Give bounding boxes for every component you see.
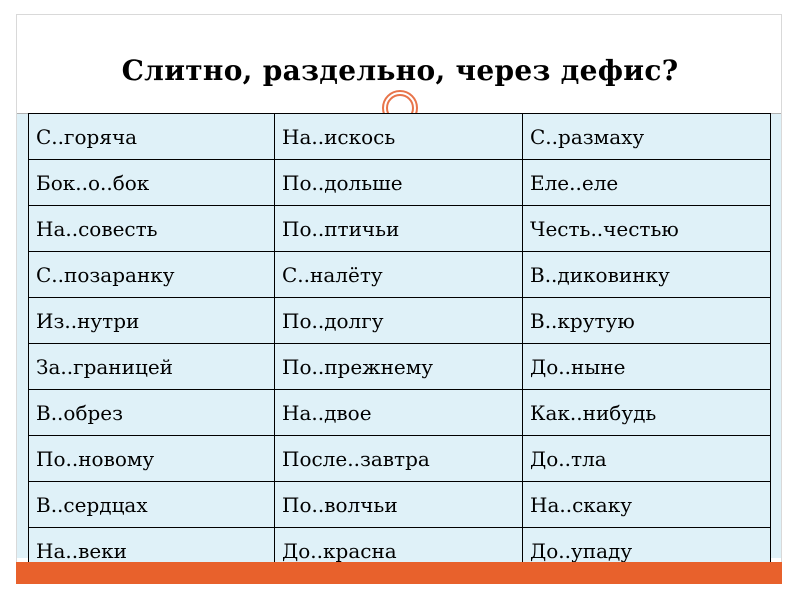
table-row (29, 436, 771, 482)
table-cell: Честь..честью (523, 206, 771, 252)
table-cell: Еле..еле (523, 160, 771, 206)
table-cell: С..горяча (29, 114, 275, 160)
table-cell: По..новому (29, 436, 275, 482)
table-cell: В..сердцах (29, 482, 275, 528)
table-cell: На..скаку (523, 482, 771, 528)
table-cell: В..диковинку (523, 252, 771, 298)
bottom-accent-bar (16, 562, 782, 584)
table-row (29, 298, 771, 344)
slide-title: Слитно, раздельно, через дефис? (121, 54, 679, 87)
table-cell: По..птичьи (275, 206, 523, 252)
table-cell: Бок..о..бок (29, 160, 275, 206)
table-cell: С..позаранку (29, 252, 275, 298)
table-cell: Из..нутри (29, 298, 275, 344)
table-row (29, 206, 771, 252)
table-cell: По..долгу (275, 298, 523, 344)
table-cell: По..дольше (275, 160, 523, 206)
table-row (29, 252, 771, 298)
table-cell: С..налёту (275, 252, 523, 298)
table-row (29, 390, 771, 436)
table-row (29, 344, 771, 390)
table-cell: На..веки (29, 528, 275, 574)
table-cell: По..волчьи (275, 482, 523, 528)
table-cell: До..тла (523, 436, 771, 482)
table-cell: За..границей (29, 344, 275, 390)
words-table (28, 113, 771, 574)
table-cell: С..размаху (523, 114, 771, 160)
table-cell: На..искось (275, 114, 523, 160)
table-cell: На..двое (275, 390, 523, 436)
table-row (29, 114, 771, 160)
table-cell: До..ныне (523, 344, 771, 390)
table-cell: До..упаду (523, 528, 771, 574)
table-row (29, 160, 771, 206)
table-cell: По..прежнему (275, 344, 523, 390)
table-cell: До..красна (275, 528, 523, 574)
table-cell: На..совесть (29, 206, 275, 252)
table-cell: После..завтра (275, 436, 523, 482)
table-cell: В..обрез (29, 390, 275, 436)
table-cell: Как..нибудь (523, 390, 771, 436)
table-cell: В..крутую (523, 298, 771, 344)
table-row (29, 482, 771, 528)
